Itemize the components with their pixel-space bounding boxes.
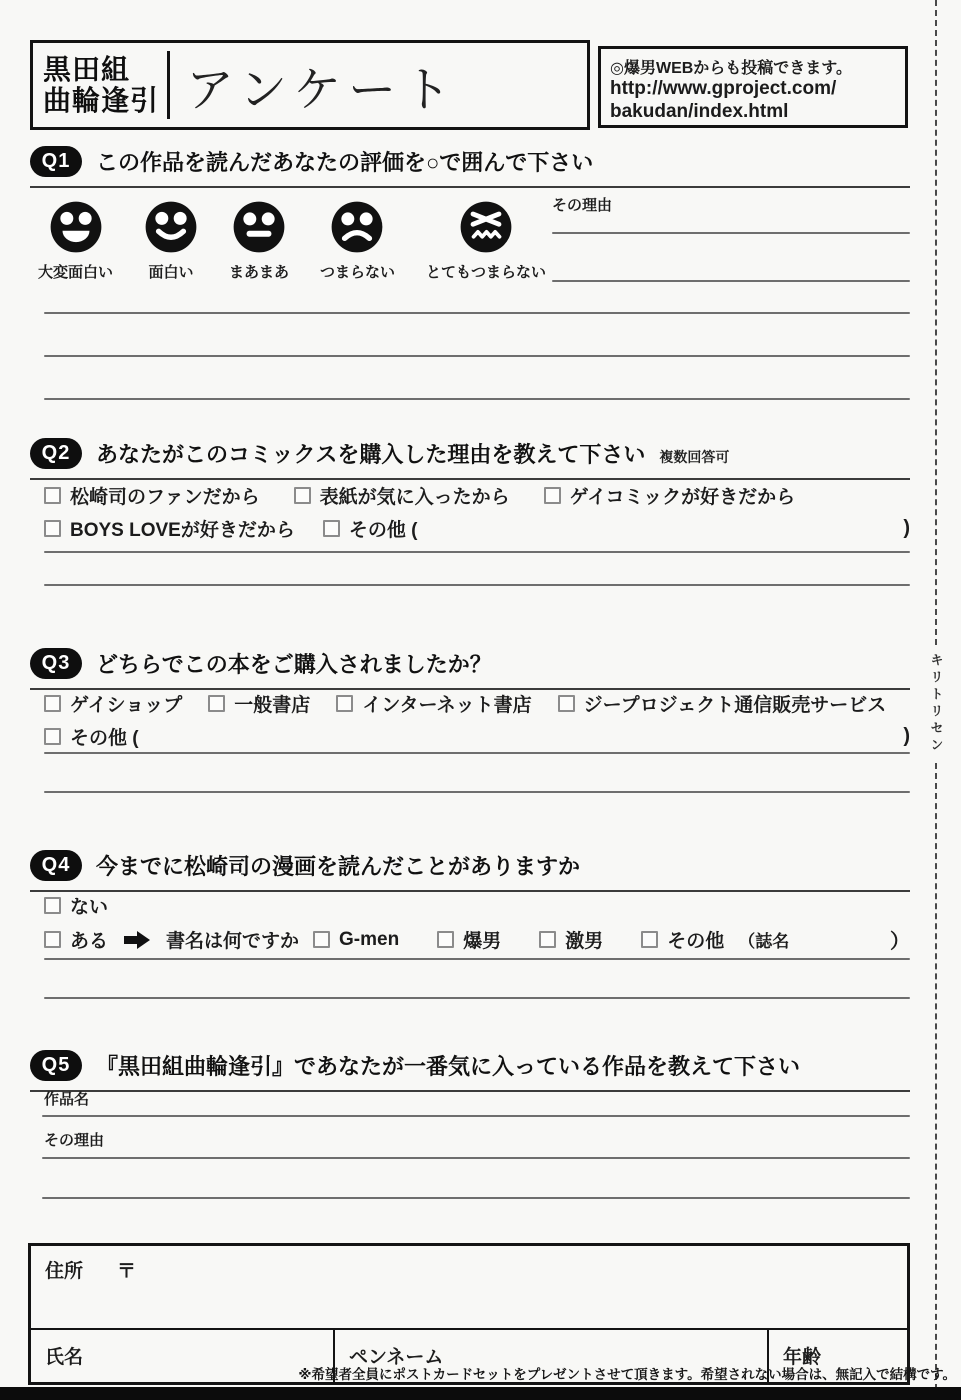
answer-line[interactable]: [44, 997, 910, 999]
q2-options-row1: [44, 482, 910, 509]
option-label: インターネット書店: [362, 695, 532, 716]
q4-options-row2: [44, 925, 910, 954]
close-paren: ): [903, 517, 910, 539]
answer-line[interactable]: [552, 280, 910, 282]
option-label: 爆男: [463, 931, 502, 952]
q3-header: [30, 648, 910, 690]
q1-badge: Q1: [30, 146, 82, 177]
answer-line[interactable]: [44, 958, 910, 960]
checkbox[interactable]: [294, 487, 311, 504]
option-other[interactable]: [323, 515, 418, 542]
cut-line: [928, 0, 944, 1400]
answer-line[interactable]: [552, 232, 910, 234]
answer-line[interactable]: [44, 791, 910, 793]
answer-line[interactable]: [44, 398, 910, 400]
rating-option-smile[interactable]: [144, 200, 198, 282]
q5-badge: Q5: [30, 1050, 82, 1081]
checkbox[interactable]: [539, 931, 556, 948]
q3-options-row2: [44, 723, 910, 750]
q1-title: この作品を読んだあなたの評価を○で囲んで下さい: [96, 150, 594, 175]
option-label: ジープロジェクト通信販売サービス: [583, 695, 887, 716]
series-title-line2: 曲輪逢引: [43, 85, 160, 116]
q2-multi-answer-note: 複数回答可: [659, 449, 730, 465]
checkbox[interactable]: [544, 487, 561, 504]
rating-label: とてもつまらない: [425, 264, 546, 281]
option-gekidan[interactable]: [539, 926, 603, 953]
face-grimace-icon: [459, 200, 513, 254]
option-gproject-mail-order[interactable]: [558, 690, 887, 717]
rating-option-neutral[interactable]: [229, 200, 289, 282]
option-label: その他 (: [348, 520, 418, 541]
checkbox[interactable]: [208, 695, 225, 712]
option-other[interactable]: [641, 926, 724, 953]
option-label: G-men: [339, 928, 400, 950]
option-general-bookstore[interactable]: [208, 690, 310, 717]
name-label: 氏名: [45, 1347, 84, 1368]
checkbox[interactable]: [558, 695, 575, 712]
q3-title: どちらでこの本をご購入されましたか？: [96, 652, 492, 677]
cut-line-dash: [935, 0, 937, 645]
q3-options-row1: [44, 690, 910, 717]
answer-line[interactable]: [42, 1197, 910, 1199]
web-url-line1: http://www.gproject.com/: [610, 78, 837, 99]
checkbox[interactable]: [44, 487, 61, 504]
rating-label: 面白い: [148, 264, 194, 281]
option-no[interactable]: [44, 892, 108, 919]
q4-options-row1: [44, 892, 910, 919]
series-title: [33, 52, 167, 119]
postal-mark: 〒: [117, 1261, 137, 1282]
rating-label: 大変面白い: [38, 264, 114, 281]
web-note: ◎爆男WEBからも投稿できます。: [610, 60, 853, 77]
gift-note: ※希望者全員にポストカードセットをプレゼントさせて頂きます。希望されない場合は、無記入で結構です。: [298, 1367, 956, 1382]
series-title-line1: 黒田組: [43, 53, 131, 85]
section-q2: [30, 438, 910, 648]
checkbox[interactable]: [336, 695, 353, 712]
option-label: BOYS LOVEが好きだから: [70, 520, 295, 541]
q4-title: 今までに松崎司の漫画を読んだことがありますか: [96, 854, 581, 879]
checkbox[interactable]: [44, 897, 61, 914]
q1-rating-scale: [38, 200, 546, 282]
q2-options-row2: [44, 515, 910, 542]
answer-line[interactable]: [44, 312, 910, 314]
section-q3: [30, 648, 910, 848]
checkbox[interactable]: [44, 931, 61, 948]
q2-title: あなたがこのコミックスを購入した理由を教えて下さい: [96, 442, 646, 467]
answer-line[interactable]: [44, 584, 910, 586]
option-likes-boys-love[interactable]: [44, 515, 295, 542]
penname-label: ペンネーム: [349, 1347, 444, 1368]
option-label: 表紙が気に入ったから: [319, 487, 510, 508]
answer-line[interactable]: [44, 752, 910, 754]
arrow-right-icon: [124, 931, 150, 949]
rating-label: まあまあ: [228, 264, 289, 281]
answer-line[interactable]: [42, 1157, 910, 1159]
option-label: 激男: [565, 931, 604, 952]
answer-line[interactable]: [42, 1115, 910, 1117]
q5-header: [30, 1050, 910, 1092]
q5-title: 『黒田組曲輪逢引』であなたが一番気に入っている作品を教えて下さい: [96, 1054, 801, 1079]
face-smile-icon: [144, 200, 198, 254]
checkbox[interactable]: [437, 931, 454, 948]
option-yes[interactable]: [44, 926, 108, 953]
checkbox[interactable]: [641, 931, 658, 948]
magazine-name-open-paren: （誌名: [738, 932, 790, 951]
rating-option-frown[interactable]: [320, 200, 395, 282]
answer-line[interactable]: [44, 551, 910, 553]
face-frown-icon: [330, 200, 384, 254]
option-internet-bookstore[interactable]: [336, 690, 531, 717]
bottom-black-bar: [0, 1387, 961, 1400]
rating-option-laugh[interactable]: [38, 200, 113, 282]
checkbox[interactable]: [323, 520, 340, 537]
close-paren: ）: [890, 931, 910, 953]
option-bakudan[interactable]: [437, 926, 501, 953]
web-submission-box: [598, 46, 908, 128]
q4-badge: Q4: [30, 850, 82, 881]
cut-line-dash: [935, 763, 937, 1400]
address-label: 住所: [45, 1261, 84, 1282]
section-q1: [30, 146, 910, 438]
q1-header: [30, 146, 910, 188]
checkbox[interactable]: [44, 520, 61, 537]
q1-reason-label: その理由: [552, 197, 613, 214]
option-label: ゲイショップ: [70, 695, 183, 716]
header: [30, 40, 590, 130]
checkbox[interactable]: [44, 695, 61, 712]
option-label: ない: [70, 897, 109, 918]
q5-reason-label: その理由: [44, 1132, 105, 1149]
option-likes-gay-comics[interactable]: [544, 482, 796, 509]
q2-badge: Q2: [30, 438, 82, 469]
option-label: 一般書店: [234, 695, 311, 716]
option-label: 松崎司のファンだから: [70, 487, 260, 508]
survey-title: アンケート: [186, 63, 459, 117]
address-row[interactable]: [31, 1246, 907, 1330]
rating-option-grimace[interactable]: [426, 200, 546, 282]
q2-header: [30, 438, 910, 480]
section-q4: [30, 850, 910, 1050]
option-label: その他 (: [70, 728, 139, 749]
option-label: その他: [667, 931, 725, 952]
checkbox[interactable]: [44, 728, 61, 745]
answer-line[interactable]: [44, 355, 910, 357]
q3-badge: Q3: [30, 648, 82, 679]
option-other[interactable]: [44, 723, 139, 750]
web-url-line2: bakudan/index.html: [610, 100, 789, 122]
cut-line-label: キリトリセン: [928, 653, 944, 755]
q4-yes-prompt: 書名は何ですか: [166, 931, 300, 952]
option-gmen[interactable]: [313, 929, 399, 951]
option-matsuzaki-fan[interactable]: [44, 482, 260, 509]
checkbox[interactable]: [313, 931, 330, 948]
option-label: ゲイコミックが好きだから: [569, 487, 796, 508]
option-liked-cover[interactable]: [294, 482, 510, 509]
section-q5: [30, 1050, 910, 1210]
face-neutral-icon: [232, 200, 286, 254]
face-laugh-icon: [49, 200, 103, 254]
age-label: 年齢: [783, 1347, 822, 1368]
q5-work-title-label: 作品名: [44, 1091, 90, 1108]
rating-label: つまらない: [319, 264, 395, 281]
option-label: ある: [70, 931, 109, 952]
option-gay-shop[interactable]: [44, 690, 182, 717]
close-paren: ): [903, 725, 910, 747]
q4-header: [30, 850, 910, 892]
